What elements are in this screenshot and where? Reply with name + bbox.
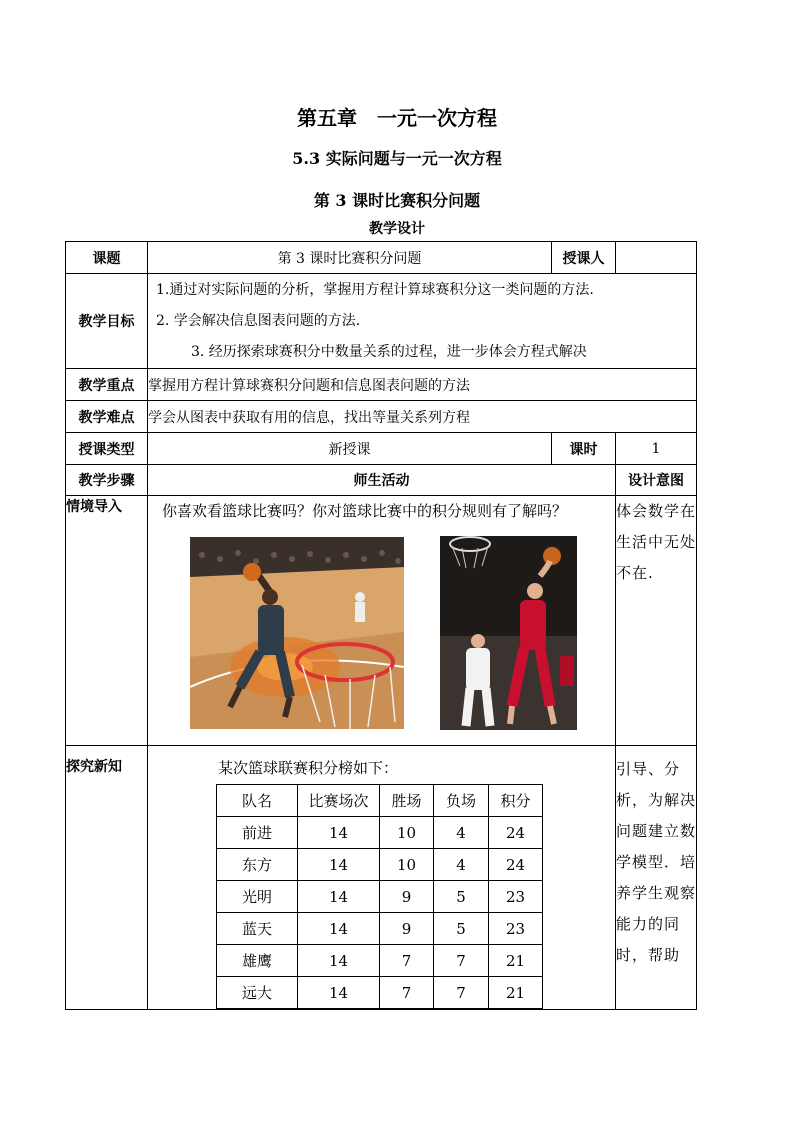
intro-activity bbox=[148, 496, 616, 746]
standings-cell: 5 bbox=[434, 913, 489, 945]
intro-question: 你喜欢看篮球比赛吗？你对篮球比赛中的积分规则有了解吗？ bbox=[162, 502, 568, 520]
standings-row bbox=[217, 977, 543, 1009]
goal-3: 3. 经历探索球赛积分中数量关系的过程，进一步体会方程式解决 bbox=[191, 343, 587, 360]
standings-header-cell: 比赛场次 bbox=[298, 785, 380, 817]
standings-cell: 24 bbox=[489, 849, 543, 881]
difficulty-value: 学会从图表中获取有用的信息，找出等量关系列方程 bbox=[148, 401, 697, 433]
standings-cell: 21 bbox=[489, 977, 543, 1009]
standings-header-cell: 负场 bbox=[434, 785, 489, 817]
design-label: 教学设计 bbox=[369, 221, 425, 237]
standings-cell: 14 bbox=[298, 817, 380, 849]
explore-text: 某次篮球联赛积分榜如下： bbox=[218, 759, 399, 777]
difficulty-label: 教学难点 bbox=[66, 401, 148, 433]
topic-label: 课题 bbox=[66, 242, 148, 274]
standings-cell: 蓝天 bbox=[217, 913, 298, 945]
standings-cell: 前进 bbox=[217, 817, 298, 849]
type-value: 新授课 bbox=[148, 433, 552, 465]
standings-cell: 7 bbox=[380, 945, 434, 977]
standings-cell: 23 bbox=[489, 913, 543, 945]
explore-label: 探究新知 bbox=[66, 746, 148, 1010]
standings-cell: 14 bbox=[298, 881, 380, 913]
lesson-plan-table bbox=[65, 241, 697, 1010]
standings-cell: 4 bbox=[434, 817, 489, 849]
standings-cell: 7 bbox=[380, 977, 434, 1009]
standings-cell: 远大 bbox=[217, 977, 298, 1009]
standings-header-cell: 积分 bbox=[489, 785, 543, 817]
standings-cell: 7 bbox=[434, 945, 489, 977]
standings-cell: 雄鹰 bbox=[217, 945, 298, 977]
teacher-label: 授课人 bbox=[552, 242, 616, 274]
hours-label: 课时 bbox=[552, 433, 616, 465]
photo-row bbox=[148, 521, 615, 726]
standings-cell: 9 bbox=[380, 881, 434, 913]
standings-cell: 14 bbox=[298, 945, 380, 977]
hours-value: 1 bbox=[616, 433, 697, 465]
goal-2: 2. 学会解决信息图表问题的方法. bbox=[156, 312, 361, 329]
standings-cell: 14 bbox=[298, 913, 380, 945]
standings-cell: 7 bbox=[434, 977, 489, 1009]
explore-activity bbox=[148, 746, 616, 1010]
standings-row bbox=[217, 817, 543, 849]
standings-cell: 23 bbox=[489, 881, 543, 913]
goal-1: 1.通过对实际问题的分析，掌握用方程计算球赛积分这一类问题的方法. bbox=[156, 281, 594, 298]
basketball-layup-photo bbox=[440, 536, 577, 730]
standings-cell: 10 bbox=[380, 849, 434, 881]
standings-cell: 4 bbox=[434, 849, 489, 881]
standings-cell: 24 bbox=[489, 817, 543, 849]
standings-cell: 14 bbox=[298, 977, 380, 1009]
chapter-title: 第五章 一元一次方程 bbox=[297, 106, 497, 130]
standings-cell: 9 bbox=[380, 913, 434, 945]
explore-intent: 引导、分析，为解决问题建立数学模型．培养学生观察能力的同时，帮助 bbox=[616, 746, 697, 1010]
intent-label: 设计意图 bbox=[616, 465, 697, 496]
steps-label: 教学步骤 bbox=[66, 465, 148, 496]
standings-table bbox=[216, 784, 543, 1009]
intro-intent: 体会数学在生活中无处不在. bbox=[616, 496, 697, 746]
standings-cell: 5 bbox=[434, 881, 489, 913]
standings-row bbox=[217, 913, 543, 945]
standings-row bbox=[217, 849, 543, 881]
standings-header-row bbox=[217, 785, 543, 817]
activity-label: 师生活动 bbox=[148, 465, 616, 496]
section-title: 5.3 实际问题与一元一次方程 bbox=[292, 149, 502, 168]
teacher-value bbox=[616, 242, 697, 274]
standings-header-cell: 胜场 bbox=[380, 785, 434, 817]
topic-value: 第 3 课时比赛积分问题 bbox=[148, 242, 552, 274]
standings-cell: 东方 bbox=[217, 849, 298, 881]
standings-header-cell: 队名 bbox=[217, 785, 298, 817]
standings-row bbox=[217, 945, 543, 977]
key-label: 教学重点 bbox=[66, 369, 148, 401]
goals-label: 教学目标 bbox=[66, 274, 148, 369]
key-value: 掌握用方程计算球赛积分问题和信息图表问题的方法 bbox=[148, 369, 697, 401]
standings-row bbox=[217, 881, 543, 913]
intro-label: 情境导入 bbox=[66, 496, 148, 746]
type-label: 授课类型 bbox=[66, 433, 148, 465]
standings-cell: 10 bbox=[380, 817, 434, 849]
standings-cell: 21 bbox=[489, 945, 543, 977]
lesson-title: 第 3 课时比赛积分问题 bbox=[313, 191, 481, 210]
standings-cell: 14 bbox=[298, 849, 380, 881]
standings-cell: 光明 bbox=[217, 881, 298, 913]
basketball-dunk-photo bbox=[190, 537, 404, 729]
goals-cell bbox=[148, 274, 697, 369]
